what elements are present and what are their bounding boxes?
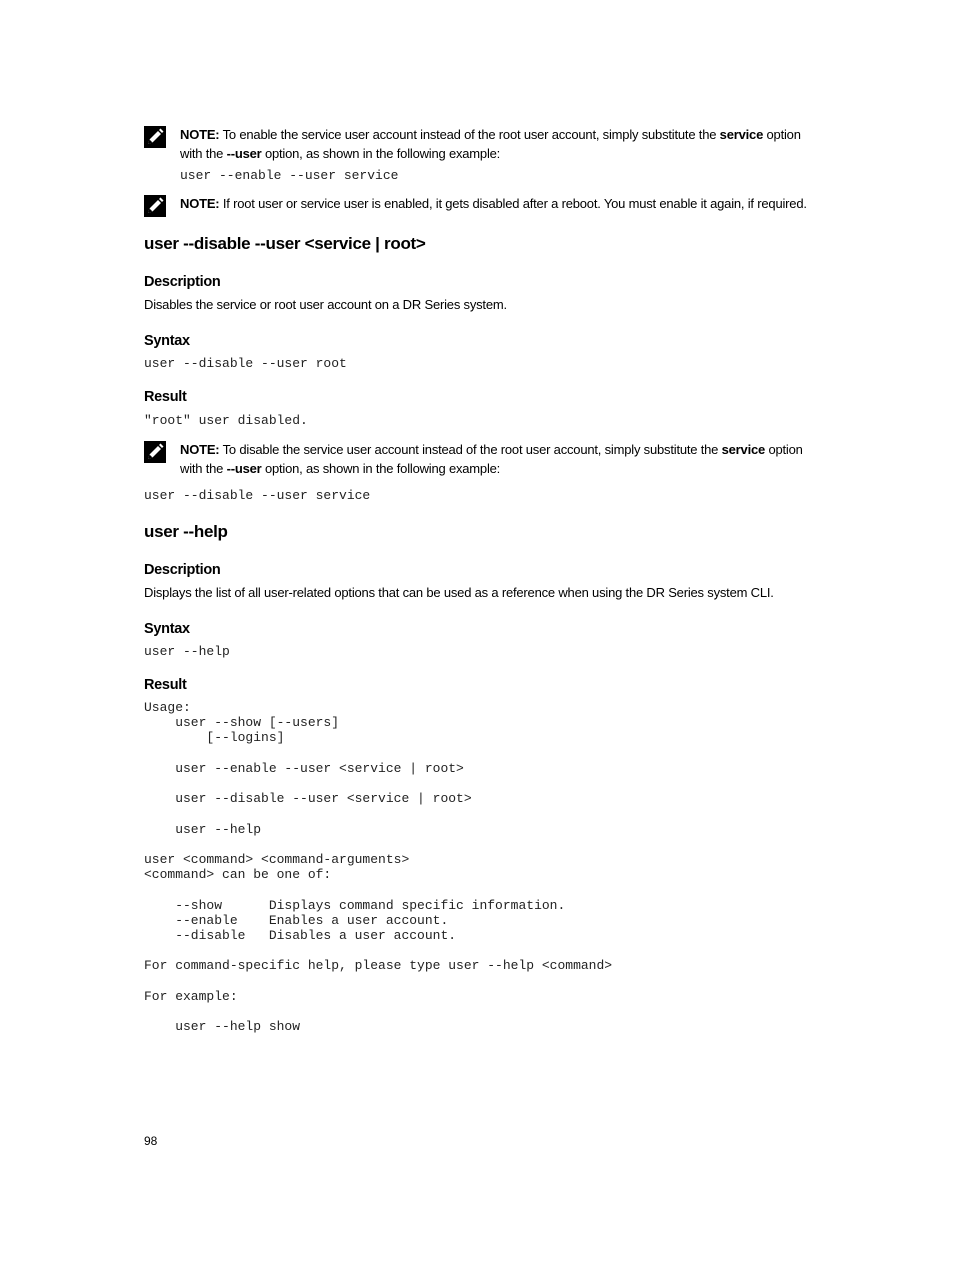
note-text: option <box>765 442 803 457</box>
note-bold-term: service <box>721 442 766 457</box>
description-text: Disables the service or root user account on a DR Series system. <box>144 297 507 312</box>
note-code-example: user --disable --user service <box>144 488 371 503</box>
note-text: To disable the service user account instead of the root user account, simply substitute the <box>219 442 722 457</box>
note-reboot <box>180 194 880 213</box>
note-pencil-icon <box>144 126 166 148</box>
note-text: with the <box>180 461 227 476</box>
note-text: with the <box>180 146 227 161</box>
note-text: option, as shown in the following example: <box>261 146 501 161</box>
note-pencil-icon <box>144 195 166 217</box>
note-label: NOTE: <box>180 196 220 211</box>
note-text: If root user or service user is enabled, it gets disabled after a reboot. You must enable it again, if required. <box>219 196 807 211</box>
note-label: NOTE: <box>180 127 220 142</box>
note-text: To enable the service user account instead of the root user account, simply substitute the <box>219 127 720 142</box>
result-heading: Result <box>144 389 187 405</box>
result-heading: Result <box>144 677 187 693</box>
section-title-disable: user --disable --user <service | root> <box>144 234 426 253</box>
syntax-code: user --help <box>144 644 230 659</box>
note-label: NOTE: <box>180 442 220 457</box>
note-pencil-icon <box>144 441 166 463</box>
page-number: 98 <box>144 1134 158 1148</box>
description-heading: Description <box>144 562 221 578</box>
note-enable-service <box>180 125 840 163</box>
result-code-block: Usage: user --show [--users] [--logins] user --enable --user <service | root> user --disable --user <service | root> user --help user <command> <command-arguments> <command> can be one of: --show Displays command specific information. --enable Enables a user account. --disable Disables a user account. For command-specific help, please type user --help <command> For example: user --help show <box>144 700 613 1035</box>
syntax-code: user --disable --user root <box>144 356 347 371</box>
note-code-example: user --enable --user service <box>180 168 399 183</box>
note-disable-service <box>180 440 840 478</box>
note-text: option, as shown in the following example: <box>261 461 501 476</box>
section-title-help: user --help <box>144 522 228 541</box>
syntax-heading: Syntax <box>144 333 190 349</box>
note-bold-term: --user <box>226 461 262 476</box>
description-text: Displays the list of all user-related options that can be used as a reference when using the DR Series system CLI. <box>144 585 774 600</box>
result-code: "root" user disabled. <box>144 413 308 428</box>
note-bold-term: --user <box>226 146 262 161</box>
description-heading: Description <box>144 274 221 290</box>
syntax-heading: Syntax <box>144 621 190 637</box>
note-text: option <box>763 127 801 142</box>
note-bold-term: service <box>719 127 764 142</box>
